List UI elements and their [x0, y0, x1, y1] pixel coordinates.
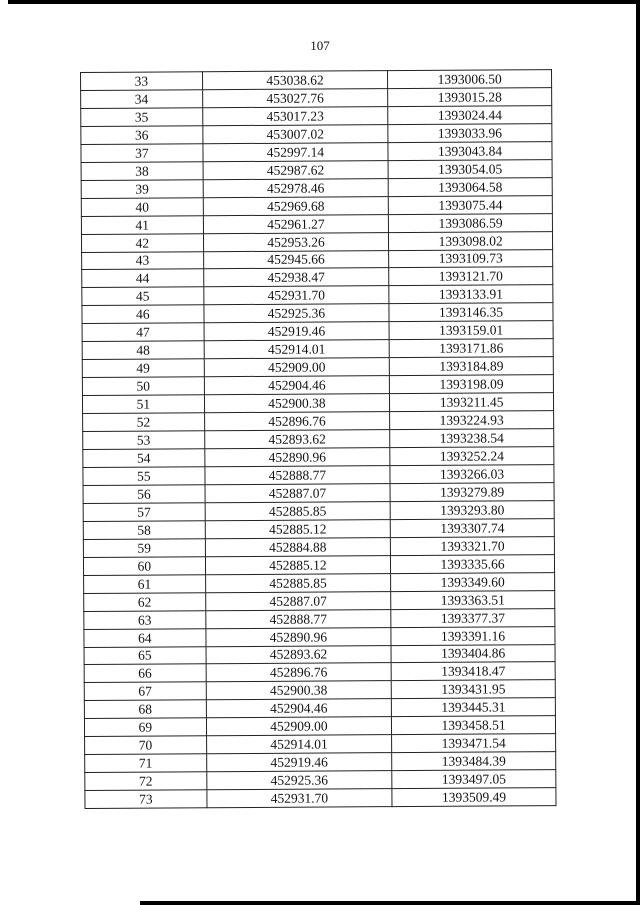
point-number-cell: 71: [85, 754, 207, 773]
y-coordinate-cell: 1393121.70: [389, 267, 553, 286]
x-coordinate-cell: 452914.01: [204, 340, 390, 359]
y-coordinate-cell: 1393266.03: [390, 465, 554, 484]
table-row: [82, 357, 553, 378]
x-coordinate-cell: 452909.00: [206, 717, 392, 736]
x-coordinate-cell: 452885.85: [205, 501, 391, 520]
point-number-cell: 51: [82, 395, 204, 414]
y-coordinate-cell: 1393335.66: [391, 554, 555, 573]
point-number-cell: 70: [85, 736, 207, 755]
table-row: [84, 626, 555, 647]
table-row: [85, 770, 556, 791]
point-number-cell: 53: [83, 431, 205, 450]
table-row: [83, 554, 554, 575]
point-number-cell: 43: [82, 251, 204, 270]
y-coordinate-cell: 1393211.45: [390, 393, 554, 412]
x-coordinate-cell: 452888.77: [205, 466, 391, 485]
y-coordinate-cell: 1393404.86: [391, 644, 555, 663]
x-coordinate-cell: 452919.46: [204, 322, 390, 341]
point-number-cell: 50: [82, 377, 204, 396]
table-row: [82, 339, 553, 360]
table-row: [83, 411, 554, 432]
y-coordinate-cell: 1393445.31: [392, 698, 556, 717]
point-number-cell: 55: [83, 467, 205, 486]
y-coordinate-cell: 1393224.93: [390, 411, 554, 430]
scan-edge-right: [636, 0, 640, 905]
table-row: [85, 734, 556, 755]
table-row: [81, 141, 552, 162]
point-number-cell: 46: [82, 305, 204, 324]
x-coordinate-cell: 452978.46: [203, 178, 389, 197]
y-coordinate-cell: 1393279.89: [390, 483, 554, 502]
x-coordinate-cell: 452931.70: [207, 789, 393, 808]
y-coordinate-cell: 1393098.02: [389, 231, 553, 250]
x-coordinate-cell: 452938.47: [203, 268, 389, 287]
point-number-cell: 38: [81, 162, 203, 181]
table-row: [84, 590, 555, 611]
y-coordinate-cell: 1393109.73: [389, 249, 553, 268]
y-coordinate-cell: 1393509.49: [392, 788, 556, 807]
x-coordinate-cell: 452896.76: [206, 663, 392, 682]
table-row: [82, 393, 553, 414]
table-row: [81, 106, 552, 127]
x-coordinate-cell: 453007.02: [203, 124, 389, 143]
table-row: [81, 231, 552, 252]
x-coordinate-cell: 452885.12: [205, 519, 391, 538]
point-number-cell: 36: [81, 126, 203, 145]
x-coordinate-cell: 453027.76: [202, 89, 388, 108]
y-coordinate-cell: 1393238.54: [390, 429, 554, 448]
table-row: [83, 500, 554, 521]
table-row: [81, 159, 552, 180]
x-coordinate-cell: 452893.62: [204, 430, 390, 449]
x-coordinate-cell: 452890.96: [206, 627, 392, 646]
scan-edge-bottom: [140, 901, 640, 905]
table-row: [83, 447, 554, 468]
y-coordinate-cell: 1393391.16: [391, 626, 555, 645]
point-number-cell: 72: [85, 772, 207, 791]
x-coordinate-cell: 452925.36: [204, 304, 390, 323]
table-row: [83, 483, 554, 504]
y-coordinate-cell: 1393015.28: [388, 88, 552, 107]
x-coordinate-cell: 452884.88: [205, 537, 391, 556]
y-coordinate-cell: 1393458.51: [392, 716, 556, 735]
y-coordinate-cell: 1393497.05: [392, 770, 556, 789]
point-number-cell: 34: [81, 90, 203, 109]
table-row: [81, 213, 552, 234]
point-number-cell: 54: [83, 449, 205, 468]
x-coordinate-cell: 452953.26: [203, 232, 389, 251]
point-number-cell: 65: [84, 646, 206, 665]
point-number-cell: 59: [83, 539, 205, 558]
x-coordinate-cell: 452909.00: [204, 358, 390, 377]
point-number-cell: 60: [83, 556, 205, 575]
table-row: [83, 518, 554, 539]
x-coordinate-cell: 452904.46: [204, 376, 390, 395]
y-coordinate-cell: 1393043.84: [388, 141, 552, 160]
point-number-cell: 58: [83, 521, 205, 540]
y-coordinate-cell: 1393075.44: [388, 195, 552, 214]
x-coordinate-cell: 452887.07: [205, 484, 391, 503]
x-coordinate-cell: 452893.62: [206, 645, 392, 664]
x-coordinate-cell: 452887.07: [205, 591, 391, 610]
table-row: [81, 88, 552, 109]
table-row: [82, 249, 553, 270]
table-row: [83, 429, 554, 450]
point-number-cell: 73: [85, 790, 207, 809]
table-row: [84, 716, 555, 737]
y-coordinate-cell: 1393086.59: [389, 213, 553, 232]
table-row: [81, 123, 552, 144]
point-number-cell: 45: [82, 287, 204, 306]
table-row: [81, 70, 552, 91]
table-row: [84, 662, 555, 683]
point-number-cell: 68: [84, 700, 206, 719]
point-number-cell: 41: [81, 215, 203, 234]
y-coordinate-cell: 1393349.60: [391, 572, 555, 591]
table-row: [82, 375, 553, 396]
y-coordinate-cell: 1393418.47: [391, 662, 555, 681]
x-coordinate-cell: 453017.23: [202, 107, 388, 126]
y-coordinate-cell: 1393146.35: [389, 303, 553, 322]
y-coordinate-cell: 1393431.95: [391, 680, 555, 699]
x-coordinate-cell: 452904.46: [206, 699, 392, 718]
coordinates-table: [80, 69, 556, 809]
scan-edge-top: [8, 0, 640, 4]
point-number-cell: 57: [83, 503, 205, 522]
point-number-cell: 35: [81, 108, 203, 127]
y-coordinate-cell: 1393363.51: [391, 590, 555, 609]
point-number-cell: 64: [84, 628, 206, 647]
table-row: [84, 698, 555, 719]
point-number-cell: 37: [81, 144, 203, 163]
coordinates-table-body: [81, 70, 556, 809]
table-row: [84, 680, 555, 701]
point-number-cell: 40: [81, 197, 203, 216]
y-coordinate-cell: 1393033.96: [388, 123, 552, 142]
point-number-cell: 48: [82, 341, 204, 360]
point-number-cell: 69: [84, 718, 206, 737]
x-coordinate-cell: 452961.27: [203, 214, 389, 233]
x-coordinate-cell: 452900.38: [204, 394, 390, 413]
x-coordinate-cell: 452925.36: [206, 771, 392, 790]
point-number-cell: 47: [82, 323, 204, 342]
y-coordinate-cell: 1393293.80: [390, 500, 554, 519]
point-number-cell: 49: [82, 359, 204, 378]
table-row: [82, 303, 553, 324]
point-number-cell: 62: [84, 592, 206, 611]
x-coordinate-cell: 452885.85: [205, 573, 391, 592]
table-row: [83, 465, 554, 486]
table-row: [85, 752, 556, 773]
x-coordinate-cell: 452888.77: [205, 609, 391, 628]
point-number-cell: 52: [83, 413, 205, 432]
point-number-cell: 33: [81, 72, 203, 91]
x-coordinate-cell: 452900.38: [206, 681, 392, 700]
y-coordinate-cell: 1393184.89: [389, 357, 553, 376]
y-coordinate-cell: 1393377.37: [391, 608, 555, 627]
x-coordinate-cell: 453038.62: [202, 71, 388, 90]
y-coordinate-cell: 1393321.70: [391, 536, 555, 555]
x-coordinate-cell: 452945.66: [203, 250, 389, 269]
table-row: [82, 285, 553, 306]
x-coordinate-cell: 452969.68: [203, 196, 389, 215]
y-coordinate-cell: 1393252.24: [390, 447, 554, 466]
table-row: [84, 608, 555, 629]
y-coordinate-cell: 1393471.54: [392, 734, 556, 753]
y-coordinate-cell: 1393171.86: [389, 339, 553, 358]
y-coordinate-cell: 1393159.01: [389, 321, 553, 340]
point-number-cell: 42: [81, 233, 203, 252]
point-number-cell: 63: [84, 610, 206, 629]
x-coordinate-cell: 452885.12: [205, 555, 391, 574]
point-number-cell: 61: [84, 574, 206, 593]
x-coordinate-cell: 452987.62: [203, 160, 389, 179]
y-coordinate-cell: 1393024.44: [388, 106, 552, 125]
y-coordinate-cell: 1393006.50: [388, 70, 552, 89]
point-number-cell: 56: [83, 485, 205, 504]
table-row: [83, 536, 554, 557]
point-number-cell: 66: [84, 664, 206, 683]
y-coordinate-cell: 1393133.91: [389, 285, 553, 304]
point-number-cell: 67: [84, 682, 206, 701]
x-coordinate-cell: 452931.70: [204, 286, 390, 305]
x-coordinate-cell: 452914.01: [206, 735, 392, 754]
point-number-cell: 44: [82, 269, 204, 288]
table-row: [82, 267, 553, 288]
page-number: 107: [310, 38, 330, 53]
x-coordinate-cell: 452919.46: [206, 753, 392, 772]
table-row: [84, 572, 555, 593]
table-row: [85, 788, 556, 809]
point-number-cell: 39: [81, 179, 203, 198]
y-coordinate-cell: 1393484.39: [392, 752, 556, 771]
y-coordinate-cell: 1393198.09: [390, 375, 554, 394]
y-coordinate-cell: 1393307.74: [390, 518, 554, 537]
y-coordinate-cell: 1393064.58: [388, 177, 552, 196]
table-row: [82, 321, 553, 342]
x-coordinate-cell: 452997.14: [203, 142, 389, 161]
x-coordinate-cell: 452896.76: [204, 412, 390, 431]
x-coordinate-cell: 452890.96: [205, 448, 391, 467]
table-row: [81, 177, 552, 198]
y-coordinate-cell: 1393054.05: [388, 159, 552, 178]
table-row: [84, 644, 555, 665]
table-row: [81, 195, 552, 216]
